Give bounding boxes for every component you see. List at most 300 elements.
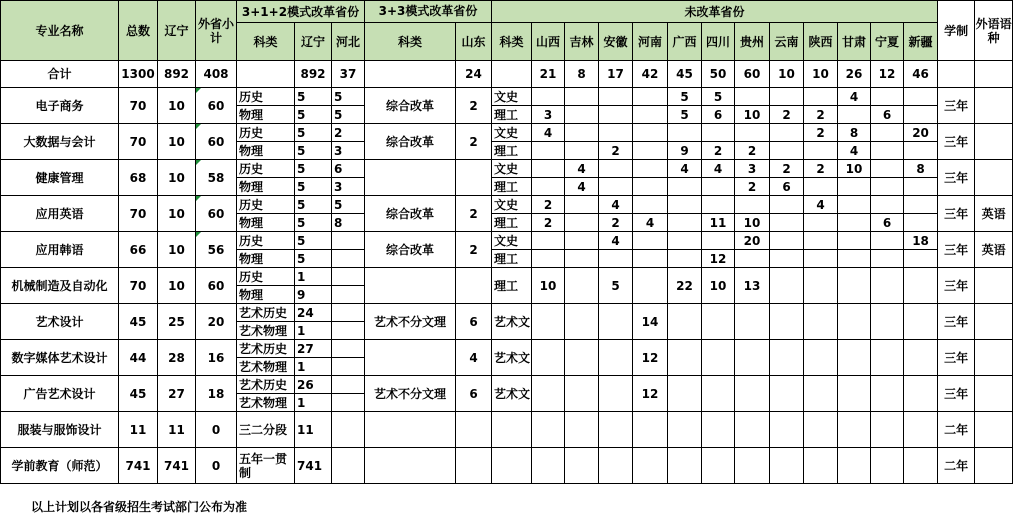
hebei-312: 5 [332, 106, 365, 124]
non-cell [668, 214, 702, 232]
major-total: 66 [119, 232, 158, 268]
subject-33: 艺术不分文理 [365, 376, 456, 412]
non-cell: 11 [702, 214, 735, 232]
non-cell: 9 [668, 142, 702, 160]
major-total: 45 [119, 376, 158, 412]
non-cell [565, 196, 599, 214]
non-cell [599, 250, 633, 268]
non-cell [904, 88, 938, 106]
non-cell [770, 250, 804, 268]
major-duration: 三年 [938, 268, 975, 304]
header-province-6: 贵州 [735, 23, 770, 61]
header-province-4: 广西 [668, 23, 702, 61]
major-total: 70 [119, 124, 158, 160]
major-outside: 16 [196, 340, 237, 376]
non-cell [633, 412, 668, 448]
hebei-312 [332, 412, 365, 448]
non-cell [532, 412, 565, 448]
shandong-33 [456, 268, 492, 304]
major-duration: 三年 [938, 304, 975, 340]
non-cell: 4 [532, 124, 565, 142]
subject-33 [365, 268, 456, 304]
non-cell: 2 [599, 214, 633, 232]
header-province-1: 吉林 [565, 23, 599, 61]
non-cell [804, 178, 838, 196]
non-cell [904, 448, 938, 484]
non-cell: 2 [735, 142, 770, 160]
non-cell [871, 376, 904, 412]
non-cell [633, 448, 668, 484]
major-liaoning: 10 [158, 88, 196, 124]
footnote: 以上计划以各省级招生考试部门公布为准 [31, 500, 248, 514]
non-cell [770, 88, 804, 106]
header-subject-non: 科类 [492, 23, 532, 61]
major-name: 机械制造及自动化 [1, 268, 119, 304]
table-row [1, 448, 1013, 466]
non-cell [633, 232, 668, 250]
total-non-5: 50 [702, 61, 735, 88]
header-province-3: 河南 [633, 23, 668, 61]
non-cell [904, 142, 938, 160]
non-cell [770, 214, 804, 232]
subject-non: 理工 [492, 250, 532, 268]
liaoning-312: 5 [295, 232, 332, 250]
non-cell [532, 178, 565, 196]
non-cell [565, 106, 599, 124]
non-cell [804, 340, 838, 376]
header-row-1 [1, 1, 1013, 23]
non-cell: 3 [532, 106, 565, 124]
major-total: 70 [119, 268, 158, 304]
non-cell [565, 268, 599, 304]
total-non-2: 17 [599, 61, 633, 88]
header-group-312: 3+1+2模式改革省份 [237, 1, 365, 23]
non-cell [599, 448, 633, 484]
total-non-1: 8 [565, 61, 599, 88]
total-312-subject [237, 61, 295, 88]
non-cell: 14 [633, 304, 668, 340]
non-cell [904, 376, 938, 412]
hebei-312 [332, 250, 365, 268]
total-non-subject [492, 61, 532, 88]
major-name: 广告艺术设计 [1, 376, 119, 412]
subject-33 [365, 412, 456, 448]
hebei-312 [332, 268, 365, 286]
major-language [975, 160, 1013, 196]
major-name: 数字媒体艺术设计 [1, 340, 119, 376]
table-row [1, 232, 1013, 250]
subject-non: 文史 [492, 232, 532, 250]
shandong-33 [456, 160, 492, 196]
table-row [1, 160, 1013, 178]
header-group-33-label: 3+3模式改革省份 [378, 4, 478, 18]
non-cell: 10 [735, 214, 770, 232]
liaoning-312: 5 [295, 142, 332, 160]
shandong-33 [456, 412, 492, 448]
non-cell [668, 448, 702, 484]
total-label: 合计 [1, 61, 119, 88]
header-province-11: 新疆 [904, 23, 938, 61]
major-name: 服装与服饰设计 [1, 412, 119, 448]
major-duration: 三年 [938, 160, 975, 196]
major-outside: 56 [196, 232, 237, 268]
liaoning-312: 1 [295, 322, 332, 340]
non-cell [871, 412, 904, 448]
non-cell [668, 124, 702, 142]
non-cell [668, 196, 702, 214]
subject-312: 历史 [237, 160, 295, 178]
table-row [1, 124, 1013, 142]
non-cell [770, 232, 804, 250]
non-cell [702, 196, 735, 214]
liaoning-312: 1 [295, 268, 332, 286]
non-cell [668, 304, 702, 340]
shandong-33: 2 [456, 196, 492, 232]
non-cell [702, 178, 735, 196]
non-cell: 12 [633, 340, 668, 376]
non-cell [565, 412, 599, 448]
major-total: 44 [119, 340, 158, 376]
non-cell [770, 268, 804, 304]
shandong-33: 6 [456, 376, 492, 412]
subject-312: 艺术历史 [237, 376, 295, 394]
non-cell [770, 124, 804, 142]
table-body [1, 1, 1013, 484]
major-language [975, 412, 1013, 448]
non-cell: 2 [804, 124, 838, 142]
hebei-312 [332, 394, 365, 412]
total-row [1, 61, 1013, 88]
non-cell [770, 412, 804, 448]
non-cell [838, 304, 871, 340]
subject-33 [365, 160, 456, 196]
subject-312: 艺术物理 [237, 358, 295, 376]
header-province-shandong: 山东 [456, 23, 492, 61]
header-province-hebei: 河北 [332, 23, 365, 61]
header-subject-312: 科类 [237, 23, 295, 61]
non-cell [804, 376, 838, 412]
non-cell [735, 196, 770, 214]
table-row [1, 196, 1013, 214]
non-cell [702, 412, 735, 448]
non-cell [633, 124, 668, 142]
major-outside: 60 [196, 124, 237, 160]
total-312-hebei: 37 [332, 61, 365, 88]
table-row [1, 412, 1013, 430]
major-name: 大数据与会计 [1, 124, 119, 160]
subject-non [492, 448, 532, 484]
non-cell [565, 124, 599, 142]
non-cell: 12 [702, 250, 735, 268]
non-cell: 22 [668, 268, 702, 304]
subject-non: 理工 [492, 214, 532, 232]
subject-312: 物理 [237, 286, 295, 304]
non-cell: 4 [599, 232, 633, 250]
subject-312: 历史 [237, 232, 295, 250]
non-cell [804, 142, 838, 160]
major-total: 70 [119, 196, 158, 232]
non-cell [599, 340, 633, 376]
major-outside: 20 [196, 304, 237, 340]
major-liaoning: 10 [158, 268, 196, 304]
subject-312: 物理 [237, 178, 295, 196]
shandong-33: 2 [456, 232, 492, 268]
non-cell: 4 [633, 214, 668, 232]
non-cell: 6 [871, 106, 904, 124]
non-cell [770, 448, 804, 484]
non-cell [532, 232, 565, 250]
non-cell [838, 268, 871, 304]
header-group-non: 未改革省份 [492, 1, 938, 23]
hebei-312 [332, 448, 365, 484]
hebei-312 [332, 376, 365, 394]
subject-33: 综合改革 [365, 88, 456, 124]
non-cell [838, 250, 871, 268]
non-cell: 10 [838, 160, 871, 178]
hebei-312: 8 [332, 214, 365, 232]
non-cell: 2 [532, 196, 565, 214]
subject-33: 综合改革 [365, 232, 456, 268]
non-cell [633, 142, 668, 160]
non-cell [532, 250, 565, 268]
subject-33: 综合改革 [365, 196, 456, 232]
non-cell [904, 106, 938, 124]
non-cell [565, 376, 599, 412]
liaoning-312: 5 [295, 124, 332, 142]
non-cell [804, 232, 838, 250]
subject-non: 理工 [492, 268, 532, 304]
total-33-subject [365, 61, 456, 88]
non-cell [735, 340, 770, 376]
subject-non: 文史 [492, 88, 532, 106]
non-cell: 10 [702, 268, 735, 304]
subject-312: 历史 [237, 124, 295, 142]
non-cell: 2 [702, 142, 735, 160]
subject-312: 五年一贯制 [237, 448, 295, 484]
non-cell [838, 214, 871, 232]
non-cell: 2 [735, 178, 770, 196]
major-language [975, 376, 1013, 412]
non-cell [904, 412, 938, 448]
non-cell [770, 196, 804, 214]
non-cell: 4 [565, 160, 599, 178]
non-cell: 4 [668, 160, 702, 178]
header-province-9: 甘肃 [838, 23, 871, 61]
subject-312: 艺术物理 [237, 322, 295, 340]
non-cell [599, 88, 633, 106]
major-duration: 二年 [938, 448, 975, 484]
non-cell [904, 196, 938, 214]
subject-312: 物理 [237, 142, 295, 160]
liaoning-312: 5 [295, 214, 332, 232]
non-cell [633, 268, 668, 304]
major-liaoning: 27 [158, 376, 196, 412]
hebei-312 [332, 286, 365, 304]
non-cell [735, 412, 770, 448]
non-cell [871, 250, 904, 268]
non-cell [565, 232, 599, 250]
non-cell [871, 340, 904, 376]
major-total: 70 [119, 88, 158, 124]
major-language: 英语 [975, 232, 1013, 268]
subject-33: 综合改革 [365, 124, 456, 160]
major-outside: 18 [196, 376, 237, 412]
total-non-3: 42 [633, 61, 668, 88]
major-name: 健康管理 [1, 160, 119, 196]
hebei-312: 5 [332, 196, 365, 214]
liaoning-312: 5 [295, 106, 332, 124]
major-duration: 三年 [938, 124, 975, 160]
liaoning-312: 5 [295, 250, 332, 268]
major-language [975, 268, 1013, 304]
major-outside: 58 [196, 160, 237, 196]
subject-33 [365, 448, 456, 484]
major-outside: 0 [196, 412, 237, 448]
non-cell: 2 [532, 214, 565, 232]
liaoning-312: 5 [295, 88, 332, 106]
non-cell [599, 376, 633, 412]
subject-non: 文史 [492, 160, 532, 178]
non-cell [735, 124, 770, 142]
major-outside: 60 [196, 268, 237, 304]
non-cell [735, 376, 770, 412]
non-cell [838, 448, 871, 484]
major-total: 45 [119, 304, 158, 340]
non-cell [565, 214, 599, 232]
non-cell [633, 88, 668, 106]
non-cell: 5 [702, 88, 735, 106]
major-duration: 三年 [938, 232, 975, 268]
non-cell [804, 250, 838, 268]
header-liaoning: 辽宁 [158, 1, 196, 61]
non-cell: 5 [668, 88, 702, 106]
major-liaoning: 10 [158, 160, 196, 196]
non-cell: 10 [532, 268, 565, 304]
major-liaoning: 11 [158, 412, 196, 448]
subject-non: 文史 [492, 196, 532, 214]
major-liaoning: 28 [158, 340, 196, 376]
total-non-0: 21 [532, 61, 565, 88]
total-outside: 408 [196, 61, 237, 88]
subject-33: 艺术不分文理 [365, 304, 456, 340]
header-total: 总数 [119, 1, 158, 61]
non-cell [904, 340, 938, 376]
subject-312: 艺术物理 [237, 394, 295, 412]
non-cell [565, 250, 599, 268]
non-cell [871, 196, 904, 214]
subject-312: 三二分段 [237, 412, 295, 448]
subject-312: 艺术历史 [237, 304, 295, 322]
non-cell [565, 304, 599, 340]
total-non-6: 60 [735, 61, 770, 88]
liaoning-312: 11 [295, 412, 332, 448]
header-province-liaoning: 辽宁 [295, 23, 332, 61]
non-cell [871, 88, 904, 106]
non-cell [565, 88, 599, 106]
header-province-5: 四川 [702, 23, 735, 61]
major-language [975, 340, 1013, 376]
major-name: 艺术设计 [1, 304, 119, 340]
non-cell [702, 304, 735, 340]
non-cell: 20 [735, 232, 770, 250]
subject-non: 艺术文 [492, 304, 532, 340]
major-duration: 二年 [938, 412, 975, 448]
major-language: 英语 [975, 196, 1013, 232]
non-cell [871, 448, 904, 484]
non-cell [565, 142, 599, 160]
non-cell [904, 214, 938, 232]
major-language [975, 448, 1013, 484]
non-cell [633, 178, 668, 196]
non-cell [838, 178, 871, 196]
non-cell [668, 340, 702, 376]
header-language: 外语语种 [975, 1, 1013, 61]
non-cell: 5 [599, 268, 633, 304]
major-name: 电子商务 [1, 88, 119, 124]
non-cell [871, 232, 904, 250]
non-cell [633, 196, 668, 214]
liaoning-312: 741 [295, 448, 332, 484]
subject-312: 物理 [237, 106, 295, 124]
total-liaoning: 892 [158, 61, 196, 88]
non-cell: 8 [904, 160, 938, 178]
non-cell: 5 [668, 106, 702, 124]
major-total: 741 [119, 448, 158, 484]
total-non-11: 46 [904, 61, 938, 88]
total-language [975, 61, 1013, 88]
non-cell [904, 178, 938, 196]
non-cell [702, 340, 735, 376]
non-cell [532, 304, 565, 340]
subject-non: 理工 [492, 142, 532, 160]
header-province-10: 宁夏 [871, 23, 904, 61]
header-duration: 学制 [938, 1, 975, 61]
liaoning-312: 27 [295, 340, 332, 358]
non-cell [804, 268, 838, 304]
non-cell [838, 196, 871, 214]
non-cell: 4 [599, 196, 633, 214]
non-cell [804, 88, 838, 106]
non-cell [871, 124, 904, 142]
non-cell: 4 [804, 196, 838, 214]
non-cell [532, 160, 565, 178]
major-language [975, 304, 1013, 340]
liaoning-312: 5 [295, 196, 332, 214]
total-non-7: 10 [770, 61, 804, 88]
non-cell [804, 304, 838, 340]
header-major: 专业名称 [1, 1, 119, 61]
non-cell [668, 178, 702, 196]
shandong-33: 2 [456, 88, 492, 124]
subject-312: 艺术历史 [237, 340, 295, 358]
non-cell [770, 376, 804, 412]
major-duration: 三年 [938, 88, 975, 124]
non-cell: 4 [702, 160, 735, 178]
non-cell [904, 268, 938, 304]
non-cell [838, 340, 871, 376]
hebei-312 [332, 304, 365, 322]
major-outside: 60 [196, 88, 237, 124]
non-cell [633, 106, 668, 124]
subject-non: 艺术文 [492, 376, 532, 412]
non-cell [565, 340, 599, 376]
non-cell [735, 250, 770, 268]
non-cell [702, 232, 735, 250]
liaoning-312: 9 [295, 286, 332, 304]
non-cell [702, 448, 735, 484]
non-cell: 13 [735, 268, 770, 304]
liaoning-312: 5 [295, 178, 332, 196]
